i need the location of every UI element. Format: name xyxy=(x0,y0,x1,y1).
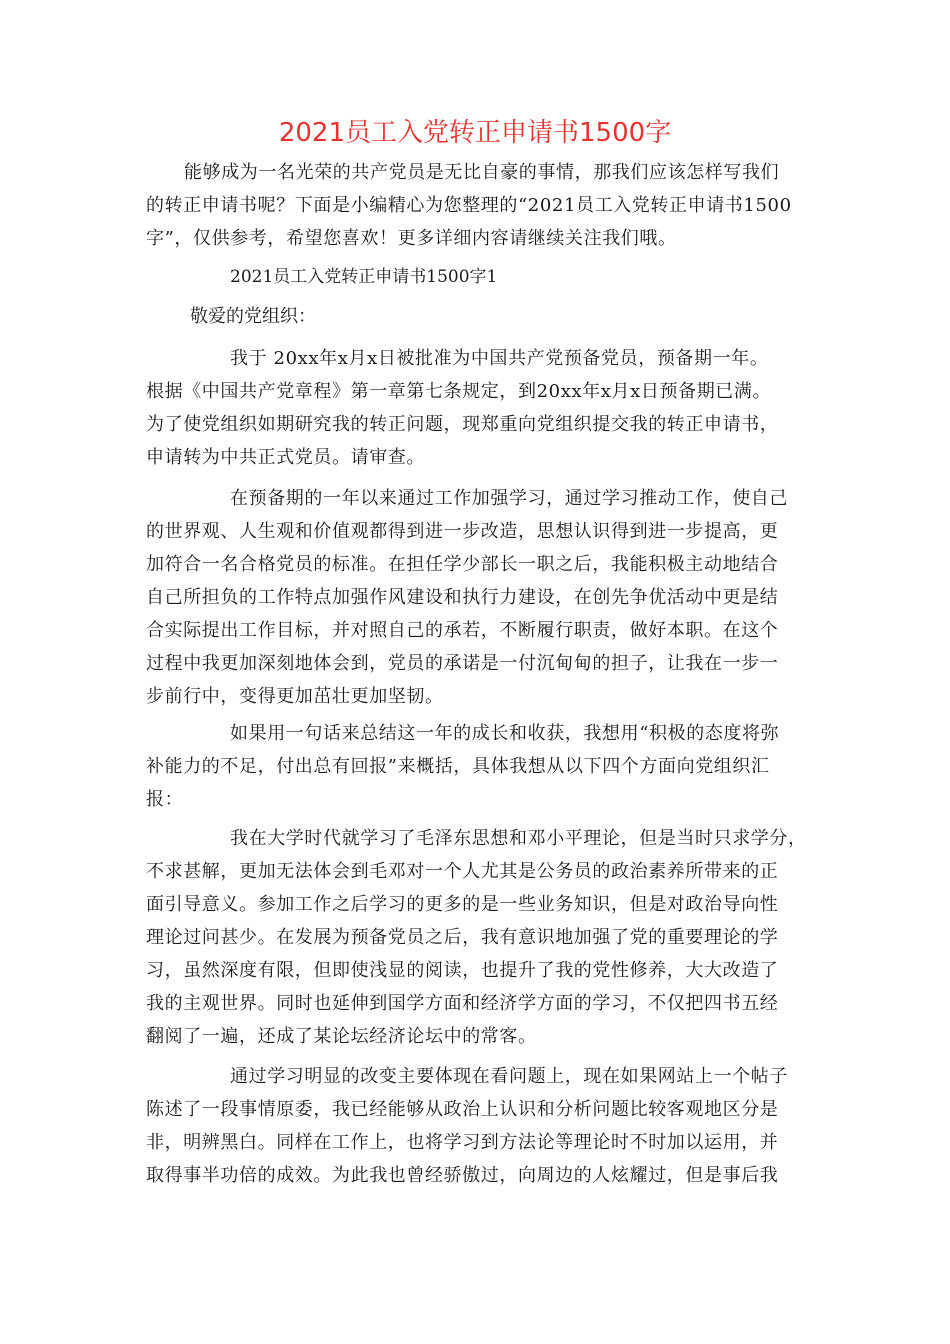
paragraph-line: 面引导意义。参加工作之后学习的更多的是一些业务知识，但是对政治导向性 xyxy=(146,894,779,915)
paragraph-line: 自己所担负的工作特点加强作风建设和执行力建设，在创先争优活动中更是结 xyxy=(146,587,779,608)
paragraph-4 xyxy=(146,822,806,1053)
paragraph-line: 字”，仅供参考，希望您喜欢！更多详细内容请继续关注我们哦。 xyxy=(146,228,677,249)
paragraph-line: 补能力的不足，付出总有回报”来概括，具体我想从以下四个方面向党组织汇 xyxy=(146,756,770,777)
document-title: 2021员工入党转正申请书1500字 xyxy=(278,118,672,148)
paragraph-line: 在预备期的一年以来通过工作加强学习，通过学习推动工作，使自己 xyxy=(230,488,788,509)
paragraph-line: 过程中我更加深刻地体会到，党员的承诺是一付沉甸甸的担子，让我在一步一 xyxy=(146,653,779,674)
paragraph-line: 合实际提出工作目标，并对照自己的承若，不断履行职责，做好本职。在这个 xyxy=(146,620,779,641)
paragraph-line: 申请转为中共正式党员。请审查。 xyxy=(146,447,425,468)
intro-paragraph xyxy=(146,156,806,255)
paragraph-line: 步前行中，变得更加茁壮更加坚韧。 xyxy=(146,686,444,707)
paragraph-line: 的转正申请书呢？下面是小编精心为您整理的“2021员工入党转正申请书1500 xyxy=(146,195,792,216)
paragraph-3 xyxy=(146,717,806,816)
section-subtitle: 2021员工入党转正申请书1500字1 xyxy=(230,267,498,287)
paragraph-1 xyxy=(146,342,806,474)
paragraph-line: 我的主观世界。同时也延伸到国学方面和经济学方面的学习，不仅把四书五经 xyxy=(146,993,779,1014)
paragraph-line: 通过学习明显的改变主要体现在看问题上，现在如果网站上一个帖子 xyxy=(230,1066,788,1087)
paragraph-line: 习，虽然深度有限，但即使浅显的阅读，也提升了我的党性修养，大大改造了 xyxy=(146,960,779,981)
paragraph-2 xyxy=(146,482,806,713)
paragraph-line: 不求甚解，更加无法体会到毛邓对一个人尤其是公务员的政治素养所带来的正 xyxy=(146,861,779,882)
paragraph-line: 如果用一句话来总结这一年的成长和收获，我想用“积极的态度将弥 xyxy=(230,723,780,744)
paragraph-line: 陈述了一段事情原委，我已经能够从政治上认识和分析问题比较客观地区分是 xyxy=(146,1099,779,1120)
paragraph-line: 翻阅了一遍，还成了某论坛经济论坛中的常客。 xyxy=(146,1026,537,1047)
salutation: 敬爱的党组织： xyxy=(190,306,316,327)
paragraph-line: 取得事半功倍的成效。为此我也曾经骄傲过，向周边的人炫耀过，但是事后我 xyxy=(146,1165,779,1186)
paragraph-line: 我于 20xx年x月x日被批准为中国共产党预备党员，预备期一年。 xyxy=(230,348,769,369)
paragraph-line: 我在大学时代就学习了毛泽东思想和邓小平理论，但是当时只求学分， xyxy=(230,828,807,849)
paragraph-line: 根据《中国共产党章程》第一章第七条规定，到20xx年x月x日预备期已满。 xyxy=(146,381,772,402)
paragraph-line: 的世界观、人生观和价值观都得到进一步改造，思想认识得到进一步提高，更 xyxy=(146,521,779,542)
paragraph-line: 能够成为一名光荣的共产党员是无比自豪的事情，那我们应该怎样写我们 xyxy=(184,162,780,183)
paragraph-line: 为了使党组织如期研究我的转正问题，现郑重向党组织提交我的转正申请书， xyxy=(146,414,779,435)
paragraph-line: 理论过问甚少。在发展为预备党员之后，我有意识地加强了党的重要理论的学 xyxy=(146,927,779,948)
paragraph-line: 加符合一名合格党员的标准。在担任学少部长一职之后，我能积极主动地结合 xyxy=(146,554,779,575)
paragraph-line: 报： xyxy=(146,789,184,810)
paragraph-line: 非，明辨黑白。同样在工作上，也将学习到方法论等理论时不时加以运用，并 xyxy=(146,1132,779,1153)
paragraph-5 xyxy=(146,1060,806,1192)
